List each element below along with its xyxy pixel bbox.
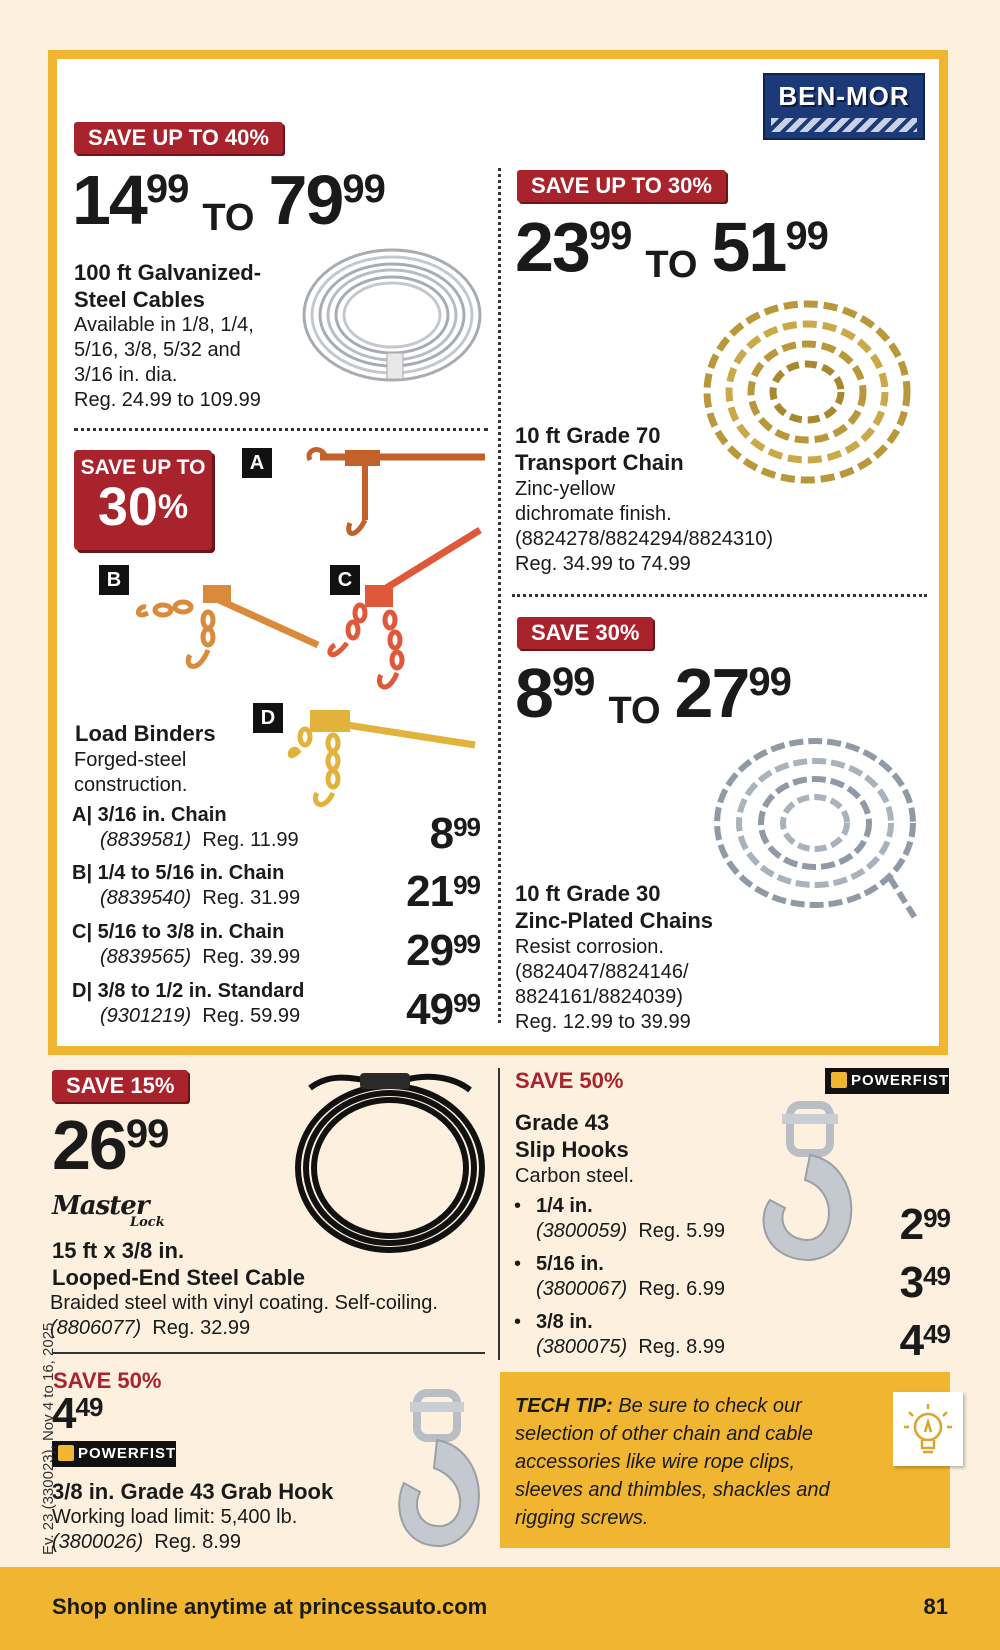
- powerfist-logo-grab: POWERFIST: [52, 1441, 176, 1467]
- binders-save-badge: SAVE UP TO 30%: [74, 450, 212, 550]
- lightbulb-icon: [893, 1392, 963, 1466]
- binder-label-c: C: [330, 565, 360, 595]
- binder-row-d: D| 3/8 to 1/2 in. Standard (9301219) Reg. 59.99: [72, 980, 305, 1027]
- cable-image: [290, 1068, 490, 1263]
- grab-hook-image: [392, 1388, 497, 1558]
- zinc-title: 10 ft Grade 30 Zinc-Plated Chains: [515, 881, 714, 933]
- slip-hooks-description: Carbon steel.: [515, 1165, 634, 1187]
- galvanized-title: 100 ft Galvanized- Steel Cables: [74, 260, 262, 312]
- divider-center: [498, 168, 501, 1023]
- binder-a-price: $8^{99}$: [429, 809, 480, 858]
- footer-shop-online[interactable]: Shop online anytime at princessauto.com: [52, 1594, 488, 1619]
- binders-title: Load Binders: [75, 721, 216, 746]
- transport-chain-image: [695, 292, 920, 497]
- binder-row-b: B| 1/4 to 5/16 in. Chain (8839540) Reg. 31.99: [72, 862, 301, 909]
- zinc-price: $8^{99}TO$ $27^{99}$: [515, 654, 791, 732]
- grab-hook-save: SAVE 50%: [53, 1368, 162, 1393]
- transport-reg-price: Reg. 34.99 to 74.99: [515, 553, 691, 575]
- binder-c-image: [325, 525, 495, 710]
- binder-label-b: B: [99, 565, 129, 595]
- slip-hook-item-2: • 5/16 in. (3800067) Reg. 6.99: [536, 1252, 725, 1302]
- transport-skus: (8824278/8824294/8824310): [515, 528, 774, 550]
- side-edition-note: Ev. 23 (330023), Nov 4 to 16, 2025: [40, 1322, 57, 1555]
- grab-hook-title: 3/8 in. Grade 43 Grab Hook: [52, 1479, 334, 1504]
- divider-left-top: [74, 428, 488, 431]
- ben-mor-logo-text: BEN-MOR: [778, 81, 910, 111]
- binder-b-price: $21^{99}$: [406, 867, 480, 916]
- footer-bar: [0, 1567, 1000, 1650]
- zinc-description: Resist corrosion. (8824047/8824146/ 8824161/8824039) Reg. 12.99 to 39.99: [515, 936, 691, 1033]
- binder-row-c: C| 5/16 to 3/8 in. Chain (8839565) Reg. 39.99: [72, 921, 301, 968]
- binder-d-price: $49^{99}$: [406, 985, 480, 1034]
- slip-hook-price-2: $3^{49}$: [899, 1258, 950, 1307]
- galvanized-save-badge: SAVE UP TO 40%: [74, 122, 283, 154]
- binder-b-image: [128, 575, 328, 690]
- cable-title: 15 ft x 3/8 in. Looped-End Steel Cable: [52, 1238, 306, 1290]
- slip-hook-price-1: $2^{99}$: [899, 1200, 950, 1249]
- galvanized-price: $14^{99}TO$ $79^{99}$: [72, 161, 385, 239]
- master-lock-logo: Master Lock: [52, 1191, 165, 1230]
- galvanized-reg-price: Reg. 24.99 to 109.99: [74, 389, 261, 411]
- powerfist-logo-slip: POWERFIST: [825, 1068, 949, 1094]
- slip-hooks-save: SAVE 50%: [515, 1068, 624, 1093]
- binder-label-a: A: [242, 448, 272, 478]
- cable-description: Braided steel with vinyl coating. Self-coiling. (8806077) Reg. 32.99: [50, 1292, 438, 1339]
- cable-price: $26^{99}$: [52, 1106, 169, 1184]
- galvanized-cable-image: [295, 235, 490, 400]
- slip-hooks-title: Grade 43 Slip Hooks: [515, 1110, 629, 1162]
- zinc-reg-price: Reg. 12.99 to 39.99: [515, 1011, 691, 1033]
- cable-save-badge: SAVE 15%: [52, 1070, 188, 1102]
- powerfist-fist-icon-2: [58, 1445, 74, 1461]
- zinc-chain-image: [705, 728, 925, 933]
- galvanized-description: Available in 1/8, 1/4, 5/16, 3/8, 5/32 and 3/16 in. dia. Reg. 24.99 to 109.99: [74, 314, 261, 411]
- page-number: 81: [923, 1594, 948, 1619]
- divider-lower-left: [52, 1352, 485, 1354]
- zinc-save-badge: SAVE 30%: [517, 617, 653, 649]
- grab-hook-price: $4^{49}$: [52, 1389, 103, 1438]
- powerfist-fist-icon: [831, 1072, 847, 1088]
- binders-description: Forged-steel construction.: [74, 749, 188, 796]
- binder-label-d: D: [253, 703, 283, 733]
- slip-hook-item-1: • 1/4 in. (3800059) Reg. 5.99: [536, 1194, 725, 1244]
- binder-c-price: $29^{99}$: [406, 926, 480, 975]
- ben-mor-chain-stripe: [771, 118, 917, 132]
- grab-hook-description: Working load limit: 5,400 lb. (3800026) Reg. 8.99: [52, 1506, 298, 1553]
- ben-mor-logo: [763, 73, 925, 140]
- slip-hook-item-3: • 3/8 in. (3800075) Reg. 8.99: [536, 1310, 725, 1360]
- tech-tip-text: TECH TIP: Be sure to check our selection of other chain and cable accessories like wire rope clips, sleeves and thimbles, shackles and rigging screws.: [515, 1395, 830, 1529]
- slip-hook-price-3: $4^{49}$: [899, 1316, 950, 1365]
- divider-lower-center: [498, 1068, 500, 1360]
- transport-save-badge: SAVE UP TO 30%: [517, 170, 726, 202]
- slip-hook-image: [750, 1100, 870, 1275]
- divider-right-mid: [512, 594, 927, 597]
- transport-title: 10 ft Grade 70 Transport Chain: [515, 423, 684, 475]
- transport-description: Zinc-yellow dichromate finish. (8824278/8824294/8824310) Reg. 34.99 to 74.99: [515, 478, 774, 575]
- binder-row-a: A| 3/16 in. Chain (8839581) Reg. 11.99: [72, 804, 299, 851]
- transport-price: $23^{99}TO$ $51^{99}$: [515, 208, 828, 286]
